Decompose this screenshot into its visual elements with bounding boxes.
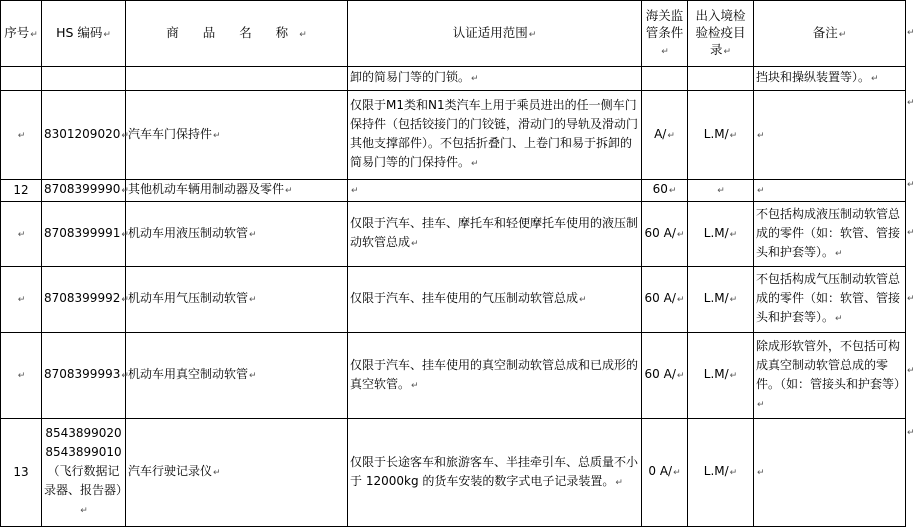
cell-customs	[642, 67, 688, 91]
cell-scope: 仅限于汽车、挂车使用的真空制动软管总成和已成形的真空软管。↵	[348, 333, 642, 419]
cell-hs: 8708399992↵	[42, 267, 126, 333]
cell-name	[126, 67, 348, 91]
cell-remarks: 不包括构成液压制动软管总成的零件（如：软管、管接头和护套等）。↵	[754, 202, 906, 267]
header-customs: 海关监管条件↵	[642, 1, 688, 67]
cell-remarks: ↵	[754, 419, 906, 527]
cell-inspection: L.M/↵	[688, 267, 754, 333]
table-row	[1, 67, 906, 91]
header-row	[1, 1, 906, 67]
cell-inspection: L.M/↵	[688, 202, 754, 267]
cell-name: 机动车用真空制动软管↵	[126, 333, 348, 419]
cell-seq: ↵	[1, 202, 42, 267]
table-row	[1, 267, 906, 333]
cell-inspection	[688, 67, 754, 91]
table-row	[1, 202, 906, 267]
cell-name: 汽车车门保持件↵	[126, 91, 348, 180]
cell-inspection: L.M/↵	[688, 333, 754, 419]
table-row	[1, 333, 906, 419]
header-scope: 认证适用范围↵	[348, 1, 642, 67]
row-end-mark: ↵	[907, 98, 915, 108]
cell-scope: 仅限于汽车、挂车使用的气压制动软管总成↵	[348, 267, 642, 333]
cell-scope: 卸的简易门等的门锁。↵	[348, 67, 642, 91]
cell-name: 其他机动车辆用制动器及零件↵	[126, 180, 348, 202]
cell-remarks: ↵	[754, 91, 906, 180]
cell-inspection: ↵	[688, 180, 754, 202]
cell-seq: 13	[1, 419, 42, 527]
table-row	[1, 419, 906, 527]
cell-seq	[1, 67, 42, 91]
cell-seq: ↵	[1, 333, 42, 419]
cell-name: 汽车行驶记录仪↵	[126, 419, 348, 527]
row-end-mark: ↵	[907, 294, 915, 304]
cell-scope: 仅限于长途客车和旅游客车、半挂牵引车、总质量不小于 12000kg 的货车安装的数字式电子记录装置。↵	[348, 419, 642, 527]
cell-remarks: 除成形软管外，不包括可构成真空制动软管总成的零件。（如：管接头和护套等）↵	[754, 333, 906, 419]
row-end-mark: ↵	[907, 28, 915, 38]
row-end-mark: ↵	[907, 366, 915, 376]
cell-customs: A/↵	[642, 91, 688, 180]
cell-name: 机动车用液压制动软管↵	[126, 202, 348, 267]
row-end-mark: ↵	[907, 180, 915, 190]
cell-inspection: L.M/↵	[688, 419, 754, 527]
table-row	[1, 91, 906, 180]
cell-scope: 仅限于汽车、挂车、摩托车和轻便摩托车使用的液压制动软管总成↵	[348, 202, 642, 267]
cell-remarks: 挡块和操纵装置等）。↵	[754, 67, 906, 91]
header-inspection: 出入境检验检疫目录↵	[688, 1, 754, 67]
table-row	[1, 180, 906, 202]
cell-hs: 8543899020 8543899010 （飞行数据记录器、报告器）↵	[42, 419, 126, 527]
cell-hs: 8708399991↵	[42, 202, 126, 267]
row-end-mark: ↵	[907, 428, 915, 438]
cell-customs: 60 A/↵	[642, 267, 688, 333]
row-end-mark: ↵	[907, 228, 915, 238]
header-seq: 序号↵	[1, 1, 42, 67]
cell-hs: 8708399990↵	[42, 180, 126, 202]
cell-inspection: L.M/↵	[688, 91, 754, 180]
cell-hs	[42, 67, 126, 91]
cell-seq: ↵	[1, 91, 42, 180]
cell-seq: 12	[1, 180, 42, 202]
cell-remarks: 不包括构成气压制动软管总成的零件（如：软管、管接头和护套等）。↵	[754, 267, 906, 333]
cell-customs: 0 A/↵	[642, 419, 688, 527]
cell-hs: 8301209020↵	[42, 91, 126, 180]
header-product-name: 商 品 名 称↵	[126, 1, 348, 67]
cell-customs: 60 A/↵	[642, 333, 688, 419]
cell-hs: 8708399993↵	[42, 333, 126, 419]
cell-scope: ↵	[348, 180, 642, 202]
header-hs-code: HS 编码↵	[42, 1, 126, 67]
cell-remarks: ↵	[754, 180, 906, 202]
cell-customs: 60↵	[642, 180, 688, 202]
header-remarks: 备注↵	[754, 1, 906, 67]
cell-seq: ↵	[1, 267, 42, 333]
cell-scope: 仅限于M1类和N1类汽车上用于乘员进出的任一侧车门保持件（包括铰接门的门铰链，滑动门的导轨及滑动门其他支撑部件）。不包括折叠门、上卷门和易于拆卸的简易门等的门保持件。↵	[348, 91, 642, 180]
cell-customs: 60 A/↵	[642, 202, 688, 267]
cell-name: 机动车用气压制动软管↵	[126, 267, 348, 333]
